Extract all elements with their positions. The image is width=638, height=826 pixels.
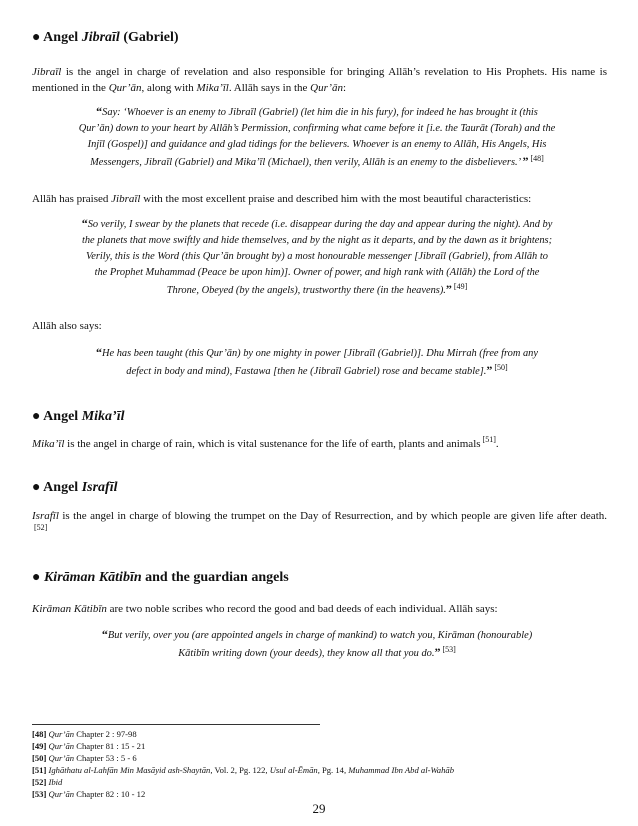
paragraph-mikail: Mika’īl is the angel in charge of rain, which is vital sustenance for the life of earth, plants and animals [51]. xyxy=(32,435,499,450)
quote-surah-takwir: “So verily, I swear by the planets that recede (i.e. disappear during the day and appear during the night). And by the planets that move swiftly and hide themselves, and by the night as it departs, and by the dawn as it brightens; Verily, this is the Word (this Qur’ān brought by) a most honourable messenger [Jibraīl (Gabriel), from Allāh to the Prophet Muhammad (Peace be upon him)]. Owner of power, and high rank with (Allāh) the Lord of the Throne, Obeyed (by the angels), trustworthy there (in the heavens).” [49] xyxy=(81,216,553,296)
footnote-divider xyxy=(32,724,320,725)
footnote-49: [49] Qur’ān Chapter 81 : 15 - 21 xyxy=(32,741,146,751)
footnote-ref-48[interactable]: [48] xyxy=(530,153,544,163)
quote-surah-baqarah: “Say: ‘Whoever is an enemy to Jibraīl (Gabriel) (let him die in his fury), for indeed he has brought it (this Qur’ān) down to your heart by Allāh’s Permission, confirming what came before it [i.e. the Taurāt (Torah) and the Injīl (Gospel)] and guidance and glad tidings for the believers. Whoever is an enemy to Allāh, His Angels, His Messengers, Jibraīl (Gabriel) and Mika’īl (Michael), then verily, Allāh is an enemy to the disbelievers.’ ” [48] xyxy=(78,104,556,168)
footnote-50: [50] Qur’ān Chapter 53 : 5 - 6 xyxy=(32,753,137,763)
quote-surah-infitar: “But verily, over you (are appointed angels in charge of mankind) to watch you, Kirāman (honourable) Kātibīn writing down (your deeds), they know all that you do.” [53] xyxy=(101,627,533,659)
footnote-51: [51] Ighāthatu al-Lahfān Min Masāyid ash-Shaytān, Vol. 2, Pg. 122, Usul al-Ēmān, Pg. 14, Muhammad Ibn Abd al-Wahāb xyxy=(32,765,454,775)
footnote-52: [52] Ibid xyxy=(32,777,63,787)
footnote-ref-51[interactable]: [51] xyxy=(482,435,496,445)
footnote-ref-52[interactable]: [52] xyxy=(34,523,48,533)
footnote-ref-50[interactable]: [50] xyxy=(494,362,508,372)
paragraph-allah-also-says: Allāh also says: xyxy=(32,320,102,332)
heading-angel-mikail: ● Angel Mika’īl xyxy=(32,409,125,424)
paragraph-jibrail-intro: Jibraīl is the angel in charge of revelation and also responsible for bringing Allāh’s revelation to His Prophets. His name is mentioned in the Qur’ān, along with Mika’īl. Allāh says in the Qur’ān: xyxy=(32,66,607,94)
paragraph-kiraman-katibin: Kirāman Kātibīn are two noble scribes who record the good and bad deeds of each individual. Allāh says: xyxy=(32,603,498,615)
heading-angel-israfil: ● Angel Israfīl xyxy=(32,480,118,495)
heading-kiraman-katibin: ● Kirāman Kātibīn and the guardian angels xyxy=(32,570,289,585)
paragraph-jibrail-praise: Allāh has praised Jibraīl with the most excellent praise and described him with the most beautiful characteristics: xyxy=(32,193,532,205)
footnote-53: [53] Qur’ān Chapter 82 : 10 - 12 xyxy=(32,789,146,799)
footnote-ref-53[interactable]: [53] xyxy=(442,644,456,654)
footnote-48: [48] Qur’ān Chapter 2 : 97-98 xyxy=(32,729,137,739)
paragraph-israfil: Israfīl is the angel in charge of blowing the trumpet on the Day of Resurrection, and by which people are given life after death. [52] xyxy=(32,510,607,533)
quote-surah-najm: “He has been taught (this Qur’ān) by one mighty in power [Jibraīl (Gabriel)]. Dhu Mirrah (free from any defect in body and mind), Fastawa [then he (Jibraīl Gabriel) rose and became stable].” [50] xyxy=(96,345,538,377)
footnote-ref-49[interactable]: [49] xyxy=(453,281,468,291)
heading-angel-jibrail: ● Angel Jibraīl (Gabriel) xyxy=(32,30,179,45)
page-number: 29 xyxy=(312,801,326,816)
